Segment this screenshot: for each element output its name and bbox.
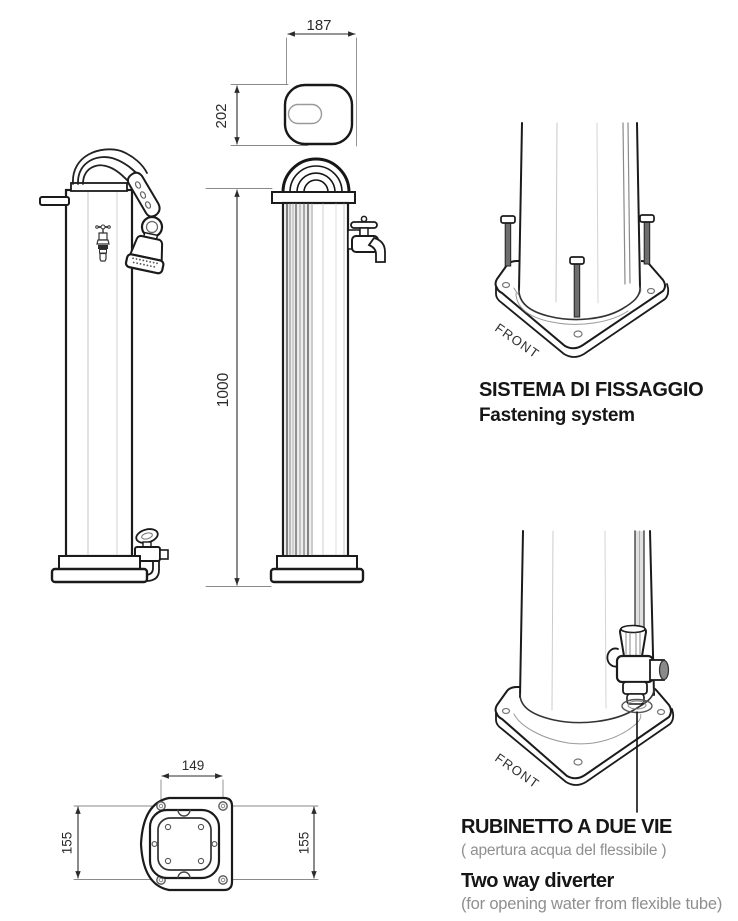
column-body — [66, 190, 132, 556]
diverter-title-it: RUBINETTO A DUE VIE — [461, 816, 672, 838]
mounting-bolt — [640, 215, 654, 264]
plate-hole — [658, 710, 665, 715]
top-view-width-dimension: 187 — [306, 17, 332, 34]
plate-hole — [574, 759, 582, 765]
fastening-detail — [492, 123, 668, 362]
top-view-height-dimension: 202 — [212, 103, 230, 129]
side-view — [206, 159, 385, 587]
shower-arm-bar — [40, 197, 69, 205]
plate-hole — [503, 709, 510, 714]
base-width-dimension: 149 — [181, 758, 205, 773]
height-dimension: 1000 — [215, 372, 233, 408]
mounting-bolt — [501, 216, 515, 266]
diverter-caption — [461, 816, 722, 914]
column-section-outline — [285, 85, 352, 144]
base-flange — [52, 569, 147, 582]
coiled-hose — [283, 159, 349, 192]
diverter-detail — [492, 531, 673, 812]
diverter-note-it: ( apertura acqua del flessibile ) — [461, 842, 667, 859]
column-cap — [71, 183, 127, 191]
fastening-title-it: SISTEMA DI FISSAGGIO — [479, 379, 704, 401]
plate-hole — [648, 289, 655, 294]
base-collar-side — [277, 556, 357, 569]
front-view — [40, 149, 169, 582]
front-label: FRONT — [492, 320, 543, 362]
plate-hole — [574, 331, 582, 337]
base-plate-view — [60, 758, 318, 890]
fastening-caption — [479, 379, 703, 427]
top-view — [213, 17, 357, 146]
wall-faucet — [348, 216, 385, 262]
base-height-dimension-right: 155 — [296, 831, 312, 855]
fastening-title-en: Fastening system — [479, 405, 635, 426]
diverter-title-en: Two way diverter — [461, 869, 614, 892]
front-label: FRONT — [492, 750, 543, 792]
base-height-dimension-left: 155 — [59, 831, 75, 855]
base-flange-side — [271, 569, 363, 582]
diverter-note-en: (for opening water from flexible tube) — [461, 894, 723, 913]
plate-hole — [503, 283, 510, 288]
top-cap — [272, 192, 355, 203]
base-collar — [59, 556, 140, 569]
